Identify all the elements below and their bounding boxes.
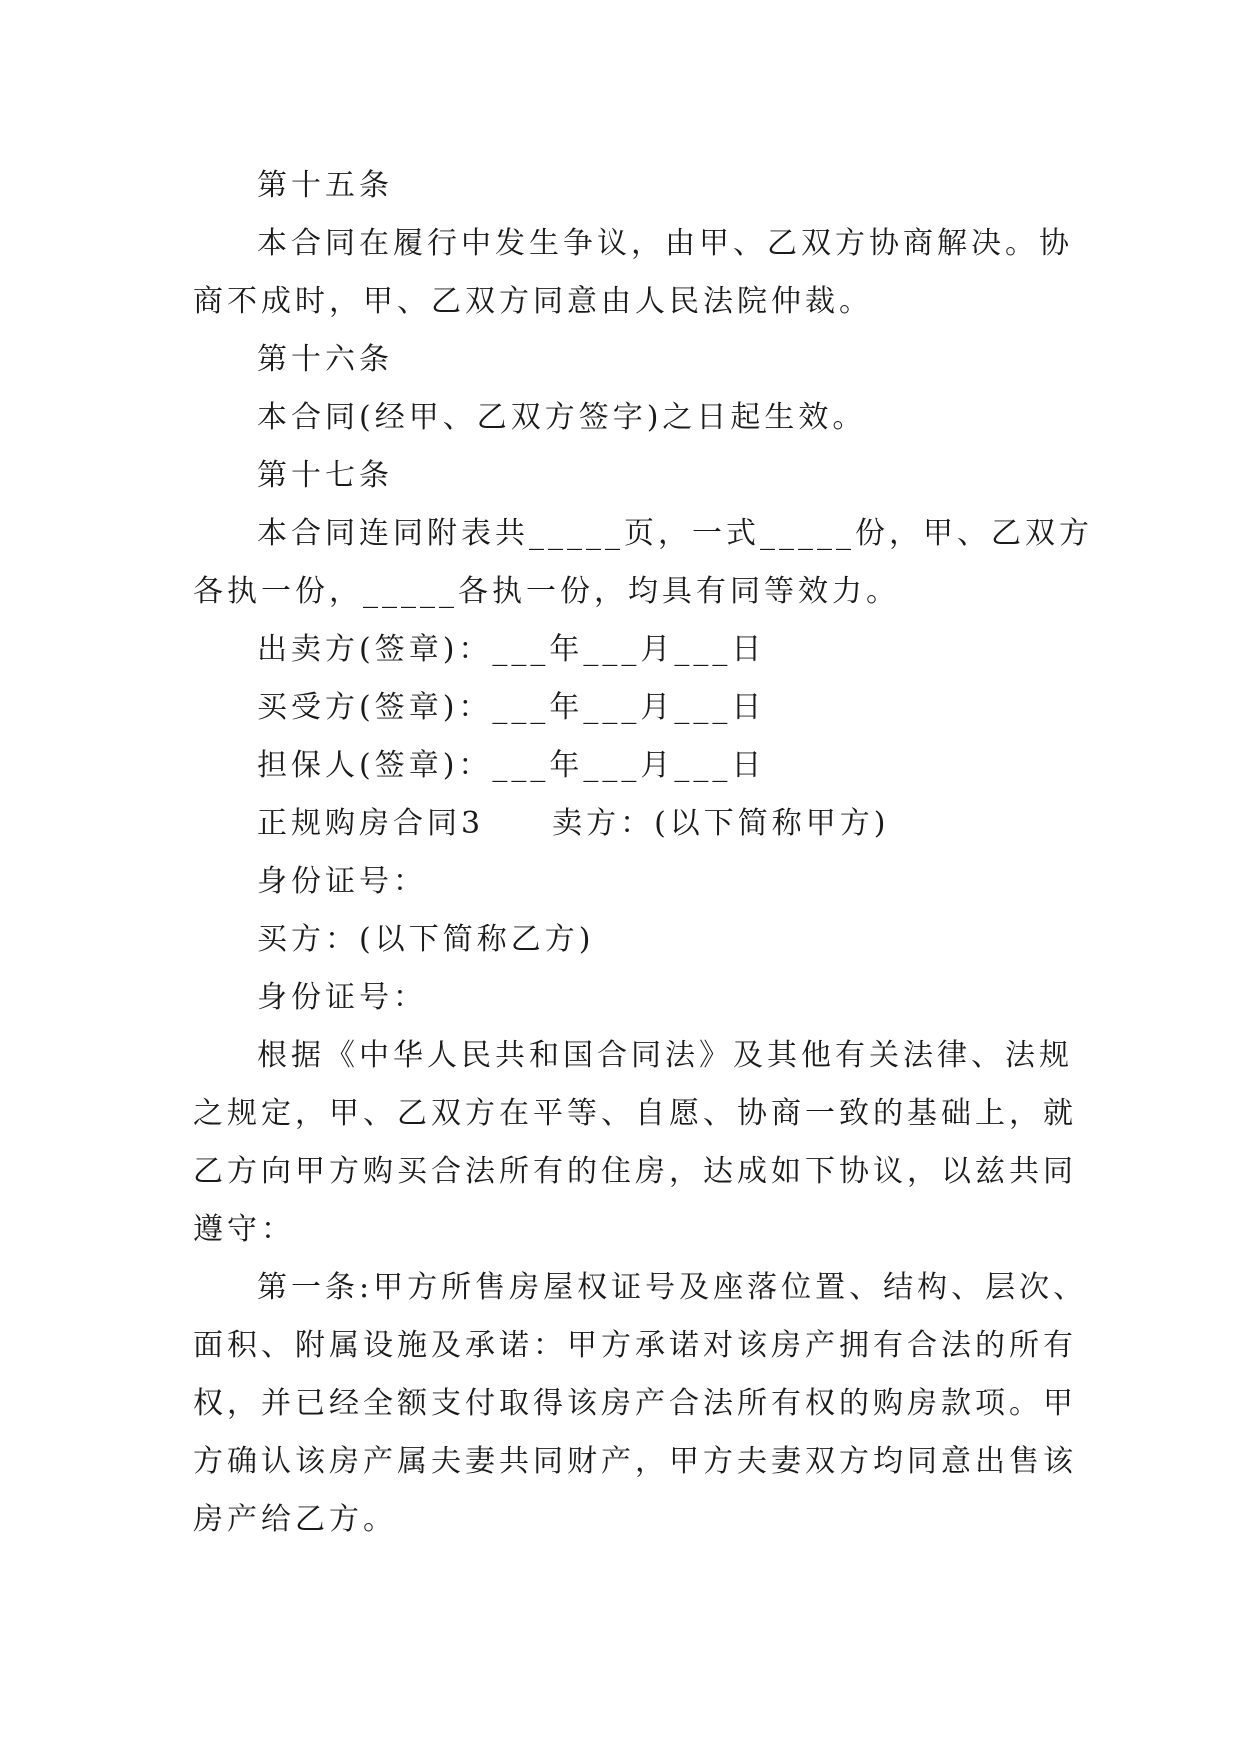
article-1-line-1: 第一条:甲方所售房屋权证号及座落位置、结构、层次、 bbox=[257, 1270, 1088, 1305]
buyer-signature-line: 买受方(签章)：___年___月___日 bbox=[257, 690, 766, 725]
preamble-line-3: 乙方向甲方购买合法所有的住房，达成如下协议，以兹共同 bbox=[193, 1154, 1077, 1189]
contract-3-title-seller: 正规购房合同3 卖方：(以下简称甲方) bbox=[257, 806, 890, 841]
article-1-line-2: 面积、附属设施及承诺：甲方承诺对该房产拥有合法的所有 bbox=[193, 1328, 1077, 1363]
preamble-line-2: 之规定，甲、乙双方在平等、自愿、协商一致的基础上，就 bbox=[193, 1096, 1077, 1131]
article-1-line-4: 方确认该房产属夫妻共同财产，甲方夫妻双方均同意出售该 bbox=[193, 1444, 1077, 1479]
article-1-line-5: 房产给乙方。 bbox=[193, 1502, 397, 1537]
document-body bbox=[193, 157, 1093, 1549]
guarantor-signature-line: 担保人(签章)：___年___月___日 bbox=[257, 748, 766, 783]
article-16-text: 本合同(经甲、乙双方签字)之日起生效。 bbox=[257, 400, 867, 435]
buyer-label: 买方：(以下简称乙方) bbox=[257, 922, 595, 957]
article-15-text-line-1: 本合同在履行中发生争议，由甲、乙双方协商解决。协 bbox=[257, 226, 1073, 261]
article-17-text-line-2: 各执一份，_____各执一份，均具有同等效力。 bbox=[193, 574, 900, 609]
buyer-id-number: 身份证号： bbox=[257, 980, 427, 1015]
seller-signature-line: 出卖方(签章)：___年___月___日 bbox=[257, 632, 766, 667]
article-17-text-line-1: 本合同连同附表共_____页，一式_____份，甲、乙双方 bbox=[257, 516, 1093, 551]
seller-id-number: 身份证号： bbox=[257, 864, 427, 899]
preamble-line-1: 根据《中华人民共和国合同法》及其他有关法律、法规 bbox=[257, 1038, 1073, 1073]
article-15-heading: 第十五条 bbox=[257, 168, 393, 203]
preamble-line-4: 遵守： bbox=[193, 1212, 295, 1247]
article-17-heading: 第十七条 bbox=[257, 458, 393, 493]
article-16-heading: 第十六条 bbox=[257, 342, 393, 377]
article-15-text-line-2: 商不成时，甲、乙双方同意由人民法院仲裁。 bbox=[193, 284, 873, 319]
article-1-line-3: 权，并已经全额支付取得该房产合法所有权的购房款项。甲 bbox=[193, 1386, 1077, 1421]
